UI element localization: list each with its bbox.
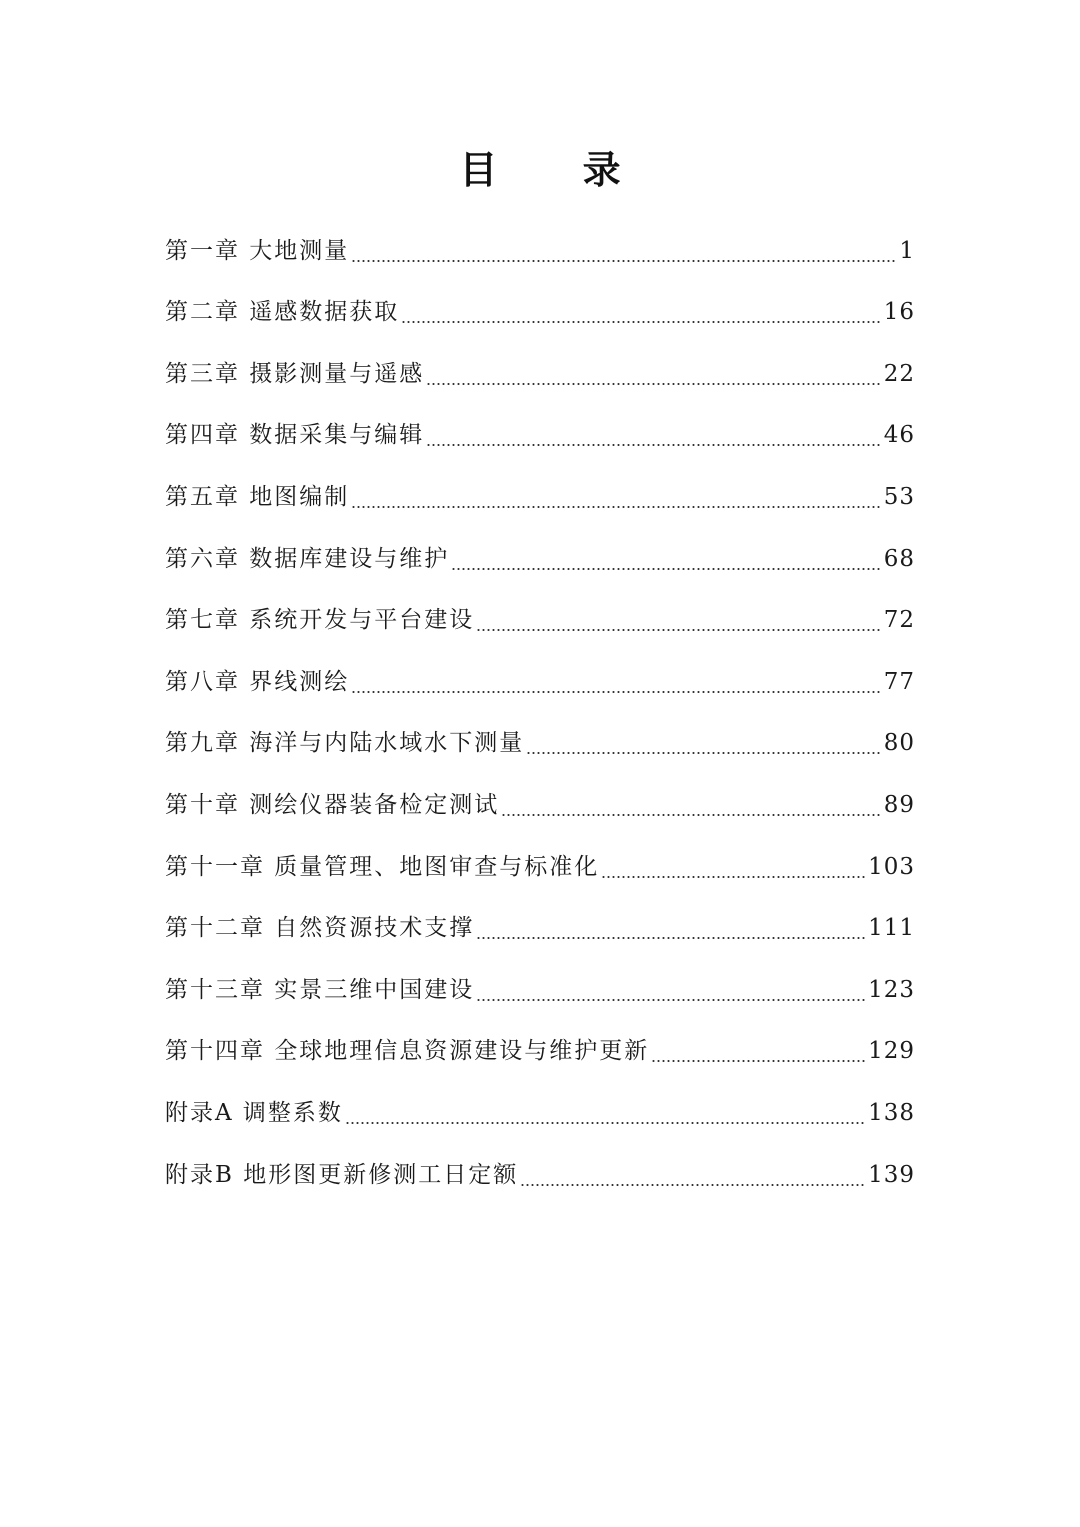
toc-entry-page: 103 [868,853,915,880]
dot-leader [501,814,881,816]
toc-entry[interactable] [165,520,915,582]
toc-entry-page: 123 [868,976,915,1003]
dot-leader [520,1184,866,1186]
toc-entry-label: 第二章 遥感数据获取 [165,299,400,326]
toc-entry[interactable] [165,1136,915,1198]
toc-entry-label: 第一章 大地测量 [165,237,350,264]
toc-entry-page: 111 [868,915,915,942]
toc-entry-label: 第九章 海洋与内陆水域水下测量 [165,730,525,757]
toc-entry-label: 第五章 地图编制 [165,483,350,510]
dot-leader [601,876,866,878]
dot-leader [651,1060,866,1062]
toc-entry[interactable] [165,458,915,520]
toc-entry-label: 第十四章 全球地理信息资源建设与维护更新 [165,1038,650,1065]
toc-entry-page: 16 [883,299,915,326]
toc-entry[interactable] [165,828,915,890]
toc-entry-label: 第十三章 实景三维中国建设 [165,976,475,1003]
dot-leader [351,260,897,262]
toc-entry-page: 77 [883,668,915,695]
toc-entry[interactable] [165,951,915,1013]
toc-entry-label: 附录A 调整系数 [165,1099,343,1126]
toc-entry-label: 第八章 界线测绘 [165,668,350,695]
toc-entry[interactable] [165,643,915,705]
dot-leader [476,999,866,1001]
toc-entry-page: 46 [883,422,915,449]
toc-entry-label: 第十章 测绘仪器装备检定测试 [165,791,500,818]
toc-entry-label: 第六章 数据库建设与维护 [165,545,450,572]
toc-entry[interactable] [165,766,915,828]
toc-entry[interactable] [165,1013,915,1075]
toc-entry-page: 72 [883,607,915,634]
toc-entry-page: 53 [883,483,915,510]
toc-entry-page: 68 [883,545,915,572]
toc-entry-page: 1 [899,237,915,264]
toc-list [165,212,915,1198]
toc-entry[interactable] [165,212,915,274]
toc-entry-label: 第三章 摄影测量与遥感 [165,360,425,387]
toc-entry-page: 22 [883,360,915,387]
dot-leader [351,506,881,508]
dot-leader [476,937,866,939]
toc-entry-label: 第四章 数据采集与编辑 [165,422,425,449]
dot-leader [345,1122,866,1124]
toc-entry[interactable] [165,335,915,397]
toc-entry[interactable] [165,397,915,459]
dot-leader [426,383,881,385]
toc-entry-label: 第七章 系统开发与平台建设 [165,607,475,634]
toc-entry[interactable] [165,1074,915,1136]
dot-leader [526,752,881,754]
toc-entry-page: 129 [868,1038,915,1065]
dot-leader [451,568,881,570]
toc-entry-label: 第十一章 质量管理、地图审查与标准化 [165,853,600,880]
toc-entry[interactable] [165,274,915,336]
dot-leader [426,444,881,446]
dot-leader [351,691,881,693]
toc-entry-label: 附录B 地形图更新修测工日定额 [165,1161,519,1188]
dot-leader [476,629,881,631]
dot-leader [401,321,881,323]
toc-entry-page: 89 [883,791,915,818]
toc-entry[interactable] [165,705,915,767]
toc-entry-label: 第十二章 自然资源技术支撑 [165,915,475,942]
toc-title: 目 录 [459,148,657,192]
toc-entry-page: 138 [868,1099,915,1126]
toc-entry[interactable] [165,890,915,952]
toc-entry-page: 139 [868,1161,915,1188]
toc-entry-page: 80 [883,730,915,757]
toc-entry[interactable] [165,582,915,644]
